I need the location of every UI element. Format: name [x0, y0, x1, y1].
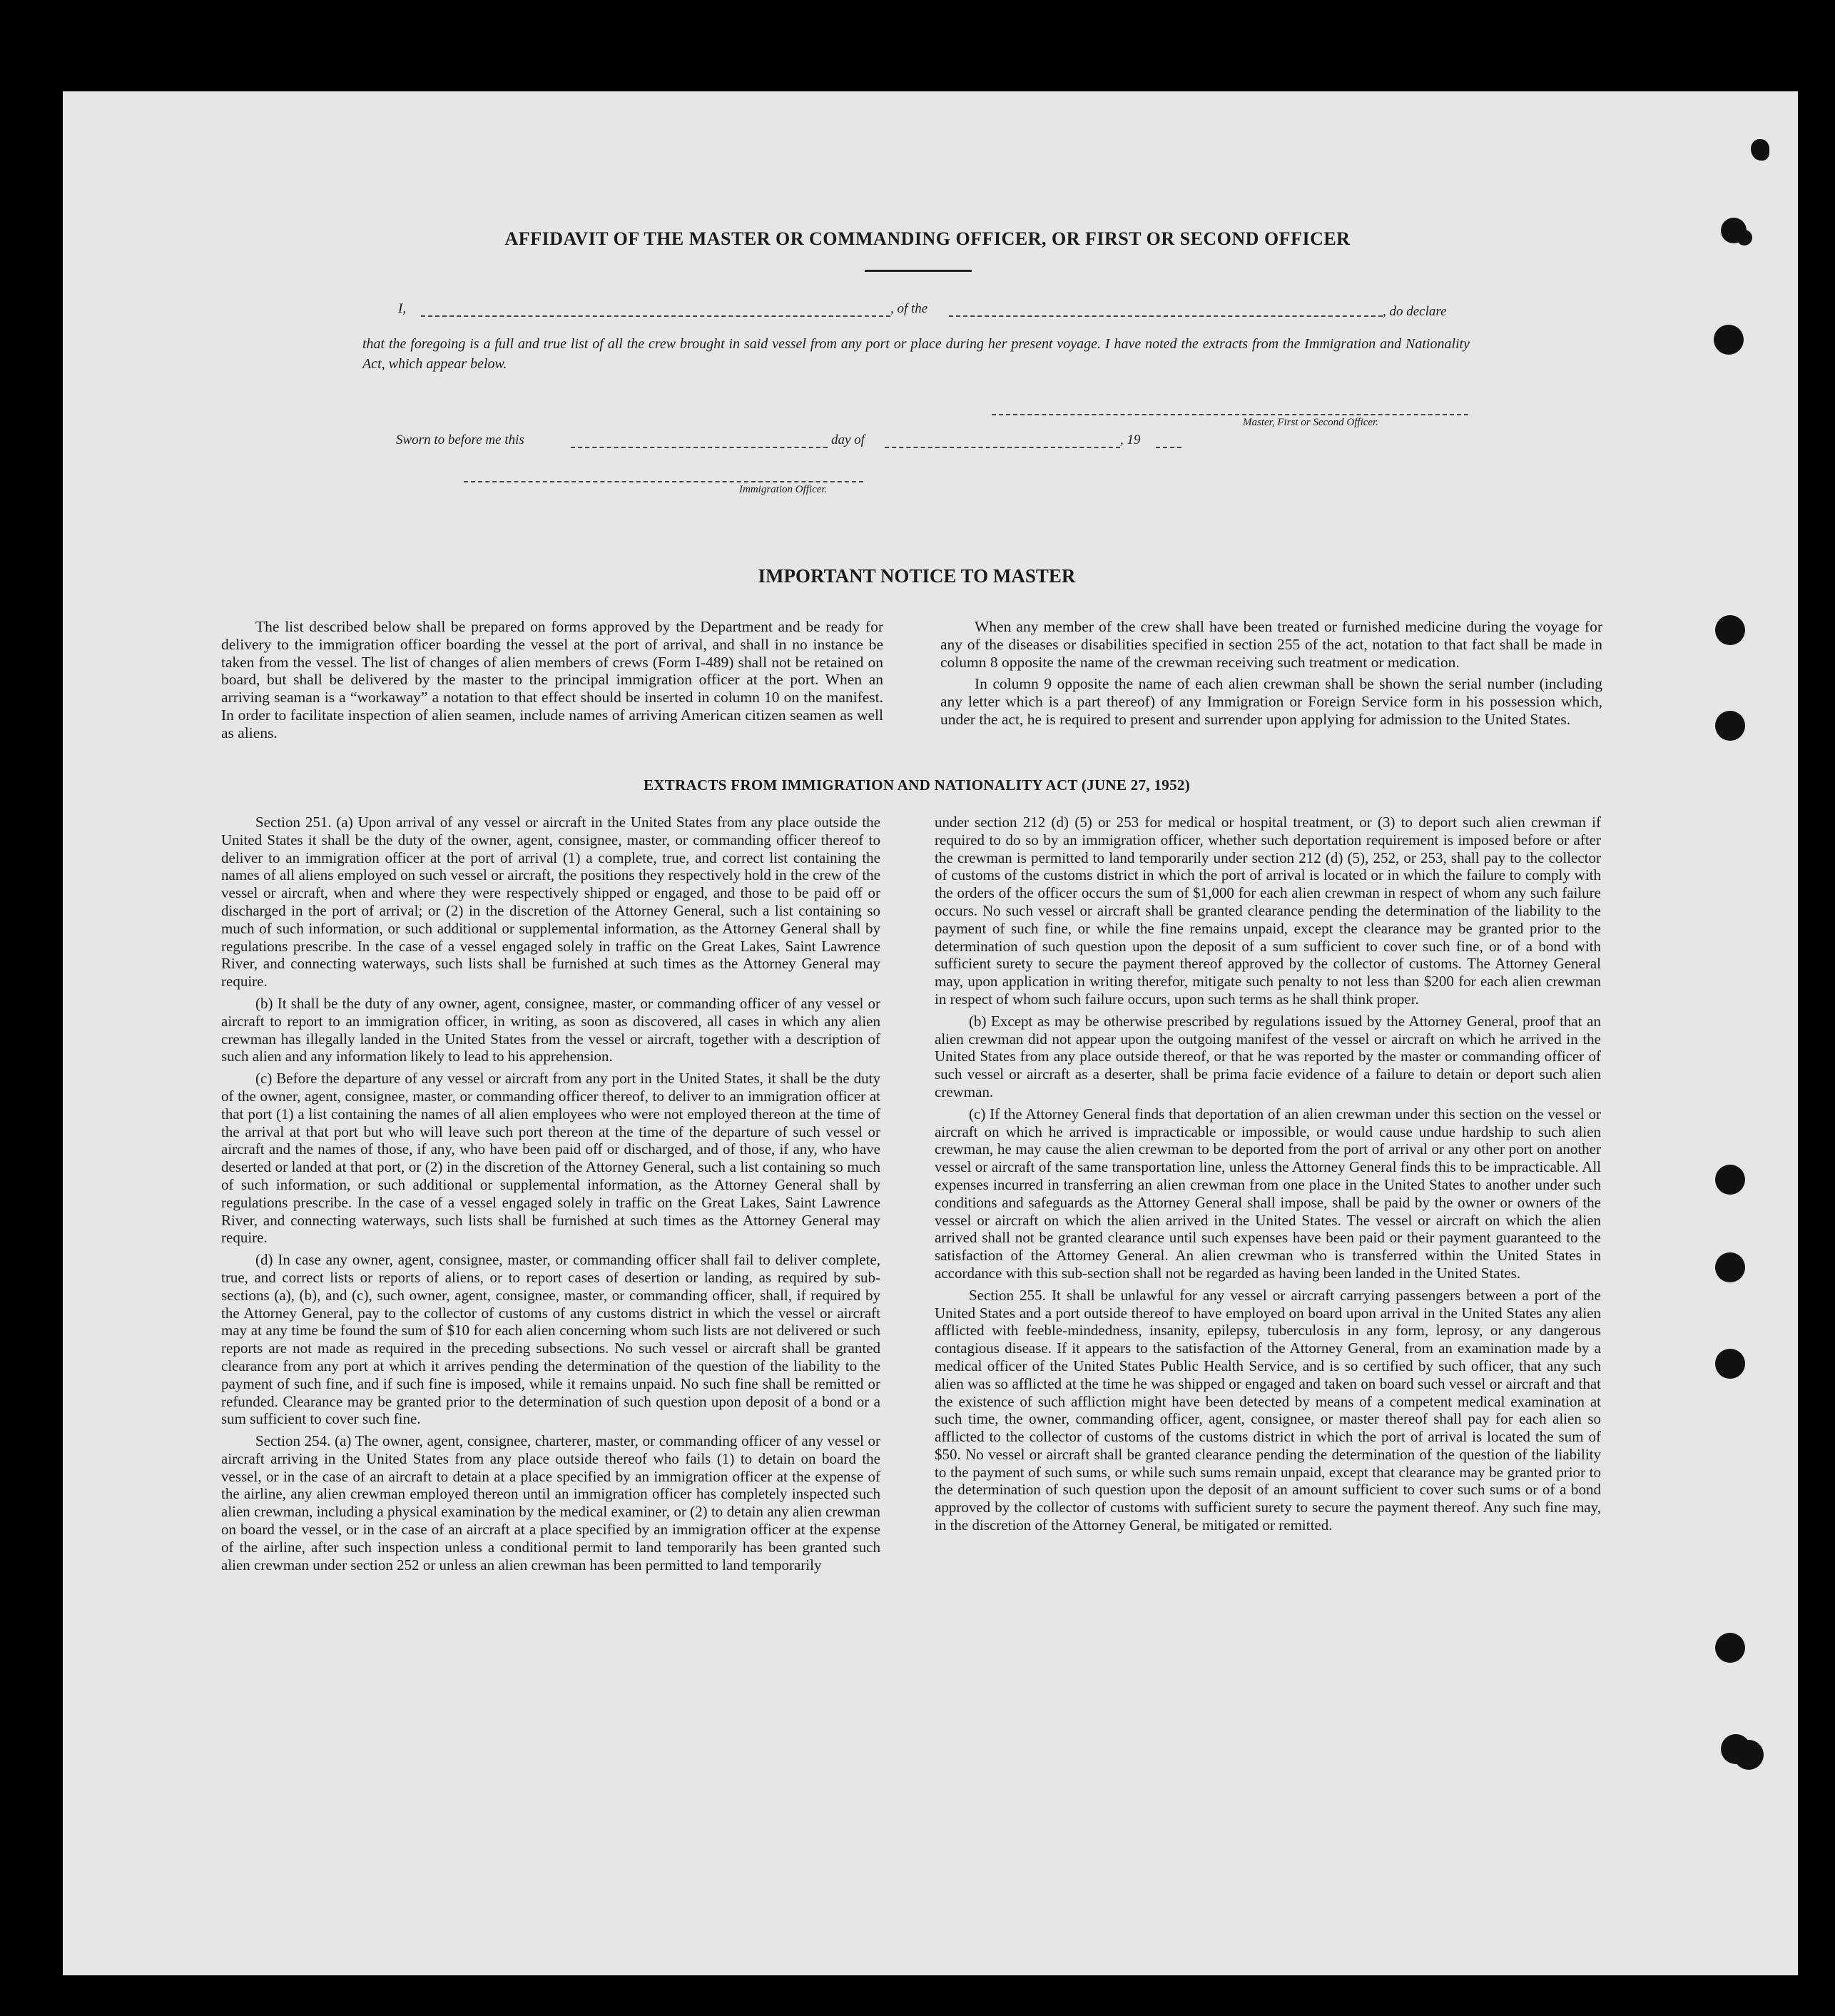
master-signature-line [992, 414, 1468, 415]
immigration-officer-signature-line [464, 481, 863, 482]
binder-hole [1715, 1165, 1745, 1195]
section-254c: (c) If the Attorney General finds that deportation of an alien crewman under this section on the vessel or aircraft on which he arrived is impracticable or impossible, or would cause undue hardship to such alien crewman, he may cause the alien crewman to be deported from the port of arrival or any other port on another vessel or aircraft of the same transportation line, unless the Attorney General finds this to be impracticable. All expenses incurred in transferring an alien crewman from one place in the United States to another under such conditions and safeguards as the Attorney General shall impose, shall be paid by the owner or owners of the vessel or aircraft on which the alien arrived in the United States. The vessel or aircraft on which the alien arrived shall not be granted clearance until such expenses have been paid or their payment guaranteed to the satisfaction of the Attorney General. An alien crewman who is transferred within the United States in accordance with this sub-section shall not be regarded as having been landed in the United States. [935, 1105, 1601, 1282]
binder-hole [1715, 1252, 1745, 1282]
binder-hole [1715, 1633, 1745, 1663]
day-of-label: day of [831, 432, 865, 447]
affidavit-statement: that the foregoing is a full and true list of all the crew brought in said vessel from any port or place during her present voyage. I have noted the extracts from the Immigration and Nationality Act, which appear below. [362, 336, 1470, 372]
immigration-officer-label: Immigration Officer. [739, 484, 828, 495]
binder-hole [1734, 1740, 1764, 1770]
section-251a: Section 251. (a) Upon arrival of any vessel or aircraft in the United States from any place outside the United States it shall be the duty of the owner, agent, consignee, master, or commanding officer thereof to deliver to an immigration officer at the port of arrival (1) a complete, true, and correct list containing the names of all aliens employed on such vessel or aircraft, the positions they respectively hold in the crew of the vessel or aircraft, when and where they were respectively shipped or engaged, and those to be paid off or discharged in the port of arrival; or (2) in the discretion of the Attorney General, such a list containing so much of such information, or such additional or supplemental information, as the Attorney General shall by regulations prescribe. In the case of a vessel engaged solely in traffic on the Great Lakes, Saint Lawrence River, and connecting waterways, such lists shall be furnished at such times as the Attorney General may require. [221, 814, 880, 991]
year-label: , 19 [1120, 432, 1141, 447]
extracts-left-column [221, 814, 880, 1578]
section-254a-continued: under section 212 (d) (5) or 253 for medical or hospital treatment, or (3) to deport such alien crewman if required to do so by an immigration officer, whether such deportation requirement is imposed before or after the crewman is permitted to land temporarily under section 212 (d) (5), 252, or 253, shall pay to the collector of customs of the customs district in which the port of arrival is located or in which the failure to comply with the orders of the officer occurs the sum of $1,000 for each alien crewman in respect of whom any such failure occurs. No such vessel or aircraft shall be granted clearance pending the determination of the liability to the payment of such fine, or while the fine remains unpaid, except the clearance may be granted prior to the determination of such question upon the deposit of a sum sufficient to cover such fine, or of a bond with sufficient surety to secure the payment thereof approved by the collector of customs. The Attorney General may, upon application in writing therefor, mitigate such penalty to not less than $200 for each alien crewman in respect of whom such failure occurs, upon such terms as he shall think proper. [935, 814, 1601, 1008]
vessel-name-blank [949, 315, 1383, 317]
sworn-month-blank [885, 447, 1120, 448]
section-251c: (c) Before the departure of any vessel or aircraft from any port in the United States, it shall be the duty of the owner, agent, consignee, master, or commanding officer thereof, to deliver to an immigration officer at that port (1) a list containing the names of all alien employees who were not employed thereon at the time of the arrival at that port but who will leave such port thereon at the time of the departure of such vessel or aircraft and the names of those, if any, who have been paid off or discharged, and of those, if any, who have deserted or landed at that port, or (2) in the discretion of the Attorney General, such a list containing so much of such information, or such additional or supplemental information, as the Attorney General shall by regulations prescribe. In the case of a vessel engaged solely in traffic on the Great Lakes, Saint Lawrence River, and connecting waterways, such lists shall be furnished at such times as the Attorney General may require. [221, 1070, 880, 1247]
binder-hole [1737, 230, 1752, 245]
section-251d: (d) In case any owner, agent, consignee, master, or commanding officer shall fail to deliver complete, true, and correct lists or reports of aliens, or to report cases of desertion or landing, as required by sub-sections (a), (b), and (c), such owner, agent, consignee, master, or commanding officer, shall, if required by the Attorney General, pay to the collector of customs of any customs district in which the vessel or aircraft may at any time be found the sum of $10 for each alien concerning whom such lists are not delivered or such reports are not made as required in the preceding subsections. No such vessel or aircraft shall be granted clearance from any port at which it arrives pending the determination of the question of the liability to the payment of such fine, and if such fine is imposed, while it remains unpaid. No such fine shall be remitted or refunded. Clearance may be granted prior to the determination of such question upon deposit of a bond or a sum sufficient to cover such fine. [221, 1251, 880, 1428]
sworn-year-blank [1156, 447, 1181, 448]
extracts-title: EXTRACTS FROM IMMIGRATION AND NATIONALITY ACT (JUNE 27, 1952) [644, 776, 1190, 794]
section-255: Section 255. It shall be unlawful for any vessel or aircraft carrying passengers between a port of the United States and a port outside thereof to have employed on board upon arrival in the United States any alien afflicted with feeble-mindedness, insanity, epilepsy, tuberculosis in any form, leprosy, or any dangerous contagious disease. If it appears to the satisfaction of the Attorney General, from an examination made by a medical officer of the United States Public Health Service, and is so certified by such officer, that any such alien was so afflicted at the time he was shipped or engaged and taken on board such vessel or aircraft and that the existence of such affliction might have been detected by means of a competent medical examination at such time, the owner, commanding officer, agent, consignee, or master thereof shall pay for each alien so afflicted to the collector of customs of the customs district in which the port of arrival is located the sum of $50. No vessel or aircraft shall be granted clearance pending the determination of the question of the liability to the payment of such sums, or while such sums remain unpaid, except that clearance may be granted prior to the determination of such question upon the deposit of an amount sufficient to cover such sums or of a bond approved by the collector of customs with sufficient surety to secure the payment thereof. Any such fine may, in the discretion of the Attorney General, be mitigated or remitted. [935, 1286, 1601, 1534]
binder-hole [1715, 711, 1745, 741]
notice-left-column [221, 618, 883, 746]
notice-title: IMPORTANT NOTICE TO MASTER [758, 565, 1076, 587]
notice-right-column [940, 618, 1602, 733]
declare-label: , do declare [1383, 304, 1447, 319]
binder-hole [1714, 325, 1744, 355]
section-254a: Section 254. (a) The owner, agent, consignee, charterer, master, or commanding officer of any vessel or aircraft arriving in the United States from any place outside thereof who fails (1) to detain on board the vessel, or in the case of an aircraft to detain at a place specified by an immigration officer at the expense of the airline, any alien crewman employed thereon until an immigration officer has completely inspected such alien crewman, including a physical examination by the medical examiner, or (2) to detain any alien crewman on board the vessel, or in the case of an aircraft at a place specified by an immigration officer at the expense of the airline, after such inspection unless a conditional permit to land temporarily has been granted such alien crewman under section 252 or unless an alien crewman has been permitted to land temporarily [221, 1432, 880, 1574]
title-underline [865, 270, 972, 272]
binder-hole [1751, 139, 1769, 161]
vessel-label: , of the [890, 301, 928, 316]
extracts-right-column [935, 814, 1601, 1539]
master-signature-label: Master, First or Second Officer. [1243, 417, 1378, 428]
notice-paragraph: The list described below shall be prepared on forms approved by the Department and be ready for delivery to the immigration officer boarding the vessel at the port of arrival, and shall in no instance be taken from the vessel. The list of changes of alien members of crews (Form I-489) shall not be retained on board, but shall be delivered by the master to the principal immigration officer at the port. When an arriving seaman is a “workaway” a notation to that effect should be inserted in column 10 on the manifest. In order to facilitate inspection of alien seamen, include names of arriving American citizen seamen as well as aliens. [221, 618, 883, 741]
sworn-label: Sworn to before me this [396, 432, 524, 447]
affiant-name-blank [421, 315, 890, 317]
affiant-label: I, [398, 301, 407, 316]
section-254b: (b) Except as may be otherwise prescribed by regulations issued by the Attorney General, proof that an alien crewman did not appear upon the outgoing manifest of the vessel or aircraft on which he arrived in the United States from any place outside thereof, or that he was reported by the master or commanding officer of such vessel or aircraft as a deserter, shall be prima facie evidence of a failure to detain or deport such alien crewman. [935, 1012, 1601, 1100]
notice-paragraph: In column 9 opposite the name of each alien crewman shall be shown the serial number (including any letter which is a part thereof) of any Immigration or Foreign Service form in his possession which, under the act, he is required to present and surrender upon applying for admission to the United States. [940, 675, 1602, 728]
binder-hole [1715, 1349, 1745, 1379]
binder-hole [1715, 615, 1745, 645]
affidavit-title: AFFIDAVIT OF THE MASTER OR COMMANDING OFFICER, OR FIRST OR SECOND OFFICER [504, 228, 1351, 249]
notice-paragraph: When any member of the crew shall have been treated or furnished medicine during the voyage for any of the diseases or disabilities specified in section 255 of the act, notation to that fact shall be made in column 8 opposite the name of the crewman receiving such treatment or medication. [940, 618, 1602, 671]
section-251b: (b) It shall be the duty of any owner, agent, consignee, master, or commanding officer of any vessel or aircraft to report to an immigration officer, in writing, as soon as discovered, all cases in which any alien crewman has illegally landed in the United States from the vessel or aircraft, together with a description of such alien and any information likely to lead to his apprehension. [221, 994, 880, 1065]
sworn-day-blank [571, 447, 828, 448]
